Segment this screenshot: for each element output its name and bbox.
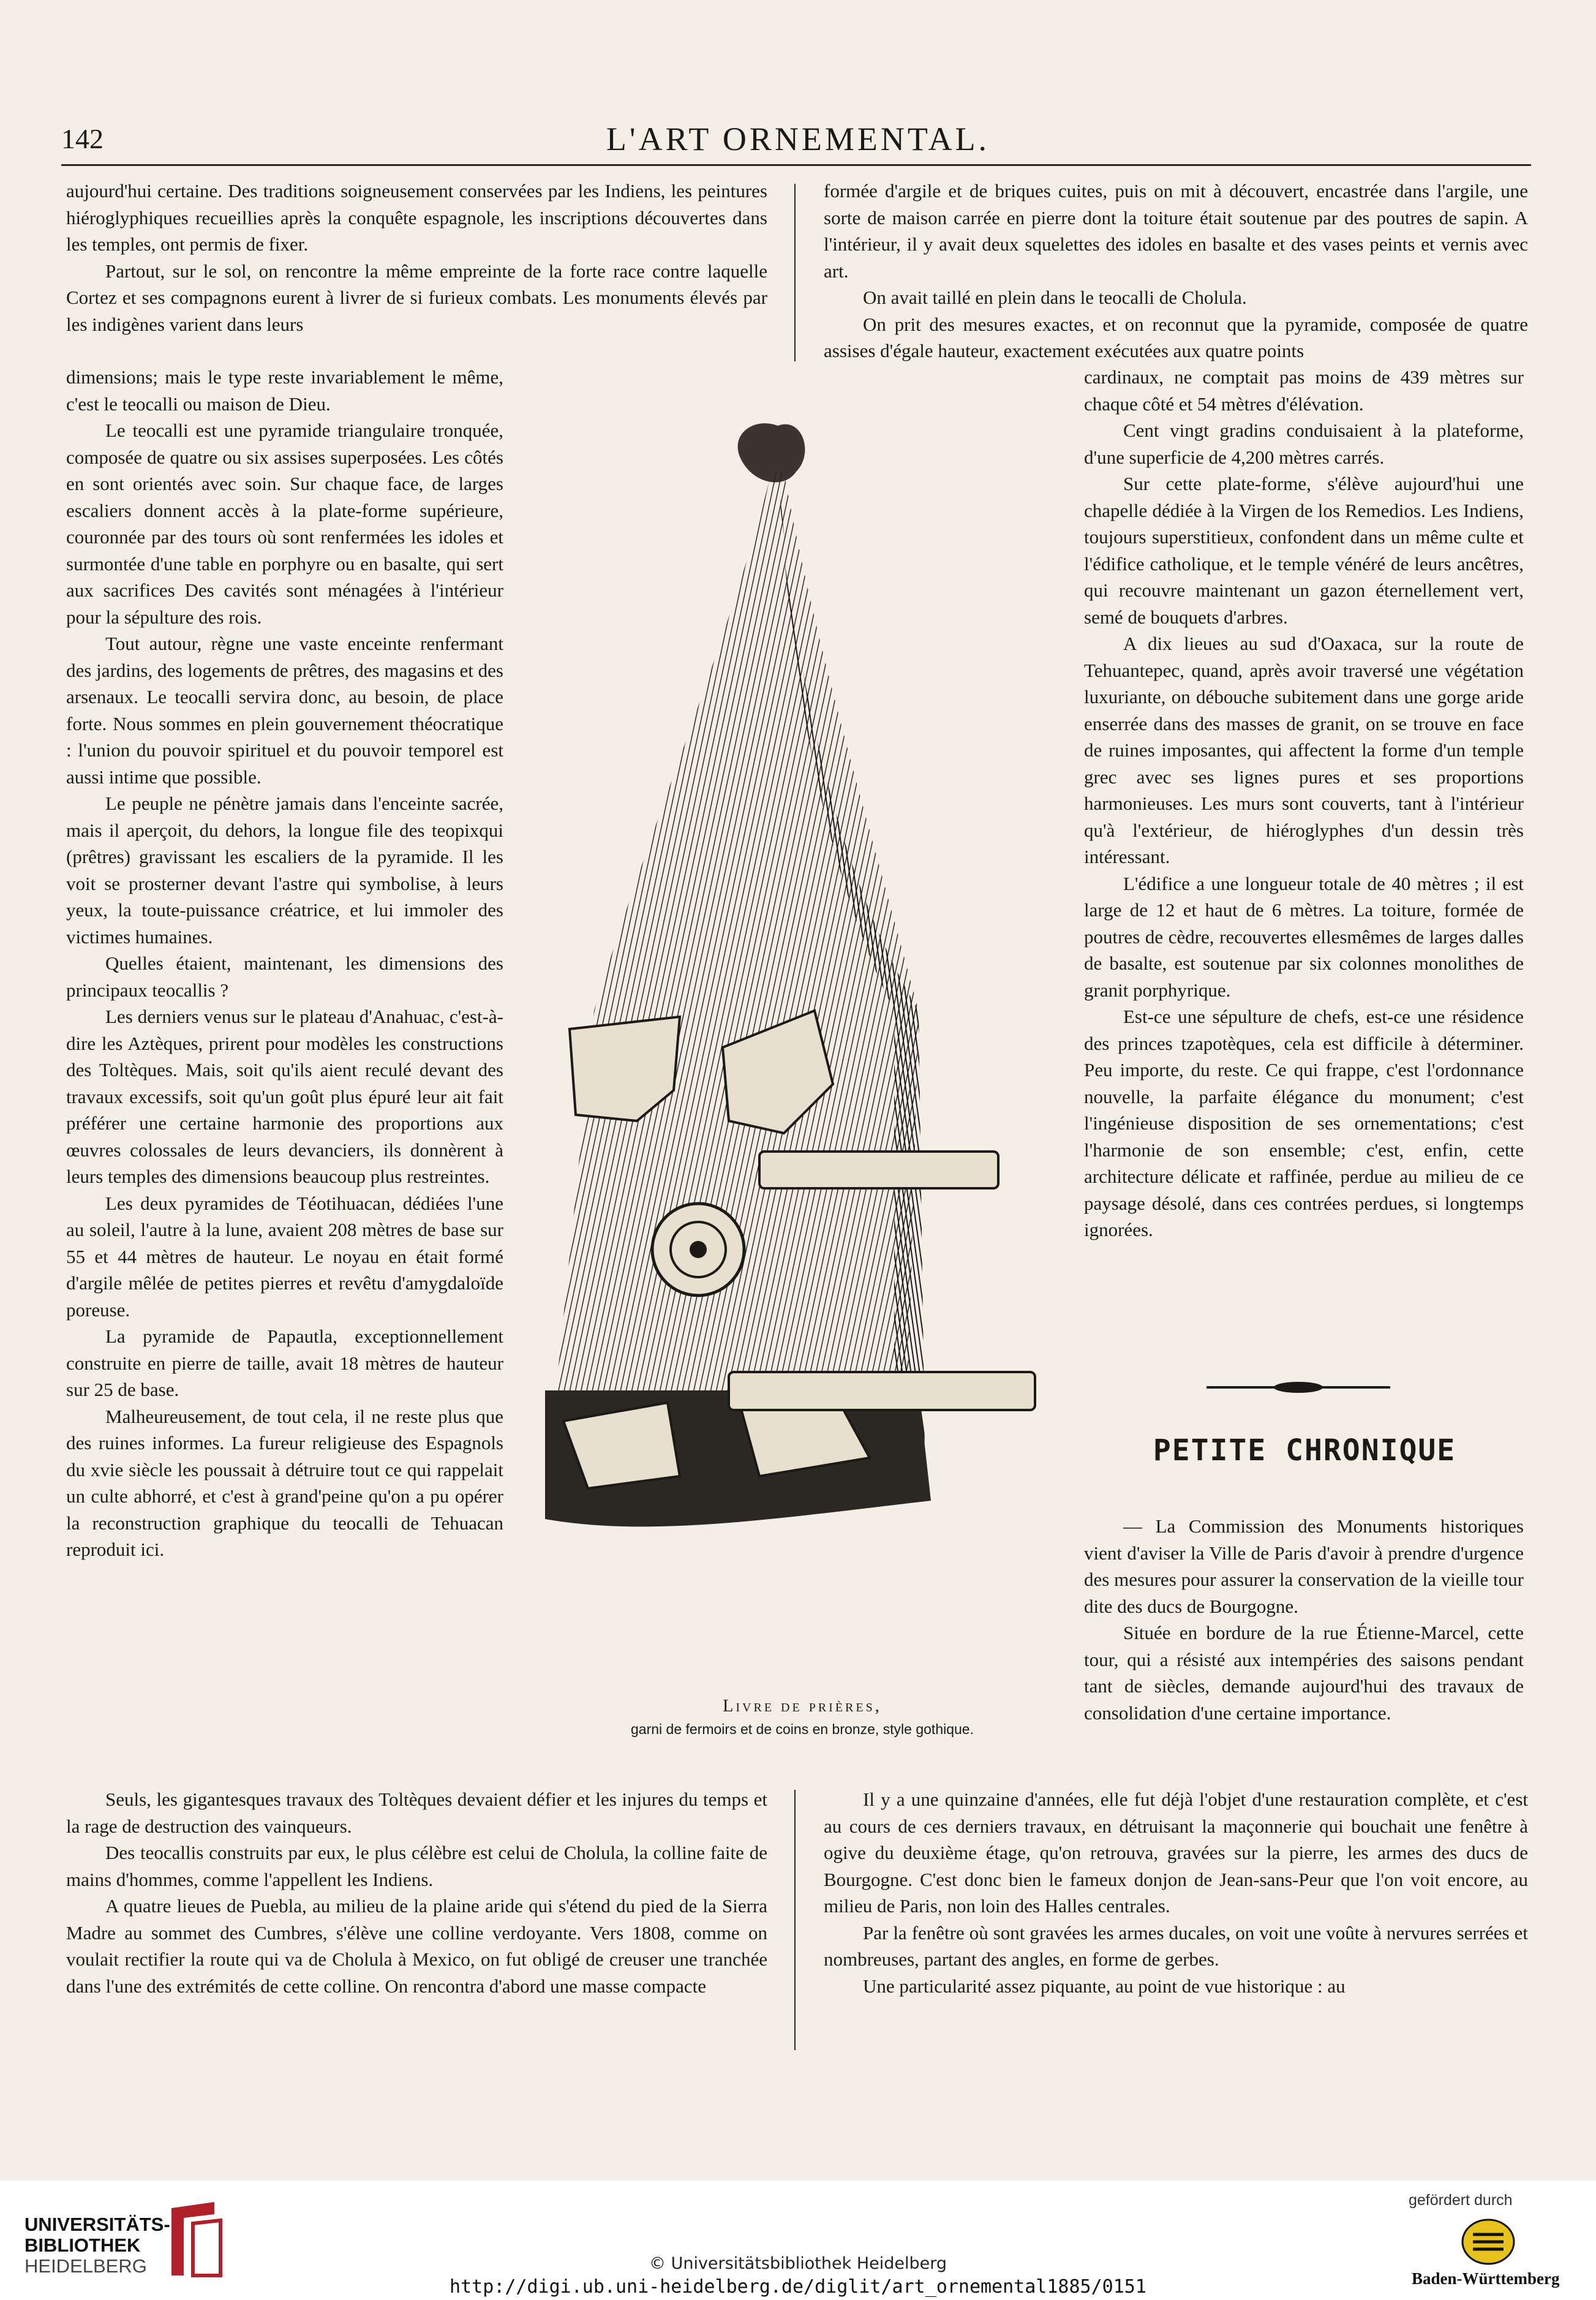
paragraph: Le teocalli est une pyramide triangulaire tronquée, composée de quatre ou six assises superposées. Les côtés en sont orientés avec soin. Sur chaque face, de larges escaliers donnent accès à la plate-forme supérieure, couronnée par des tours où sont renfermées les idoles et surmontée d'une table en porphyre ou en basalte, qui sert aux sacrifices Des cavités sont ménagées à l'intérieur pour la sépulture des rois. bbox=[66, 420, 503, 628]
paragraph: Sur cette plate-forme, s'élève aujourd'hui une chapelle dédiée à la Virgen de los Remedios. Les Indiens, toujours superstitieux, confondent dans un même culte et l'édifice catholique, et le temple vénéré de leurs ancêtres, qui recouvre maintenant un gazon éternellement vert, semé de bouquets d'arbres. bbox=[1084, 473, 1524, 628]
paragraph: Les derniers venus sur le plateau d'Anahuac, c'est-à-dire les Aztèques, prirent pour modèles les constructions des Toltèques. Mais, soit qu'ils aient reculé devant des travaux excessifs, soit qu'un goût plus épuré leur ait fait préférer une certaine harmonie des proportions aux œuvres colossales de leurs devanciers, ils donnèrent à leurs temples des dimensions beaucoup plus restreintes. bbox=[66, 1006, 503, 1187]
paragraph: aujourd'hui certaine. Des traditions soigneusement conservées par les Indiens, les peintures hiéroglyphiques recueillies après la conquête espagnole, les inscriptions découvertes dans les temples, ont permis de fixer. bbox=[66, 180, 767, 255]
page-number: 142 bbox=[61, 123, 104, 154]
central-rosette bbox=[652, 1204, 744, 1295]
paragraph: On prit des mesures exactes, et on reconnut que la pyramide, composée de quatre assises d'égale hauteur, exactement exécutées aux quatre points bbox=[824, 313, 1528, 361]
paragraph: On avait taillé en plein dans le teocalli de Cholula. bbox=[863, 287, 1247, 308]
bottom-left-column bbox=[66, 1786, 767, 1999]
paragraph: Des teocallis construits par eux, le plus célèbre est celui de Cholula, la colline faite de mains d'hommes, comme l'appellent les Indiens. bbox=[66, 1842, 767, 1890]
paragraph: Cent vingt gradins conduisaient à la plateforme, d'une superficie de 4,200 mètres carrés. bbox=[1084, 420, 1524, 468]
column-divider bbox=[794, 1790, 796, 2050]
caption-title: Livre de prières, bbox=[723, 1697, 882, 1716]
paragraph: A quatre lieues de Puebla, au milieu de la plaine aride qui s'étend du pied de la Sierra Madre au sommet des Cumbres, s'élève une colline verdoyante. Vers 1808, comme on voulait rectifier la route qui va de Cholula à Mexico, on fut obligé de creuser une tranchée dans l'une des extrémités de cette colline. On rencontra d'abord une masse compacte bbox=[66, 1895, 767, 1997]
top-left-column bbox=[66, 178, 767, 337]
figure-caption bbox=[508, 1697, 1096, 1738]
mid-right-column bbox=[1084, 364, 1524, 1243]
prayer-book-engraving bbox=[527, 398, 1078, 1672]
header-rule bbox=[61, 164, 1531, 166]
logo-line: HEIDELBERG bbox=[24, 2255, 147, 2277]
state-coat-of-arms-icon bbox=[1461, 2217, 1516, 2266]
top-right-column bbox=[824, 178, 1528, 364]
paragraph: Tout autour, règne une vaste enceinte renfermant des jardins, des logements de prêtres, des magasins et des arsenaux. Le teocalli servira donc, au besoin, de place forte. Nous sommes en plein gouvernement théocratique : l'union du pouvoir spirituel et du pouvoir temporel est aussi intime que possible. bbox=[66, 633, 503, 788]
paragraph: dimensions; mais le type reste invariablement le même, c'est le teocalli ou maison de Dieu. bbox=[66, 366, 503, 415]
paragraph: Le peuple ne pénètre jamais dans l'enceinte sacrée, mais il aperçoit, du dehors, la longue file des teopixqui (prêtres) gravissant les escaliers de la pyramide. Il les voit se prosterner devant l'astre qui symbolise, à leurs yeux, la toute-puissance créatrice, et lui immoler des victimes humaines. bbox=[66, 793, 503, 948]
paragraph: Quelles étaient, maintenant, les dimensions des principaux teocallis ? bbox=[66, 952, 503, 1001]
paragraph: L'édifice a une longueur totale de 40 mètres ; il est large de 12 et haut de 6 mètres. La toiture, formée de poutres de cèdre, recouvertes ellesmêmes de larges dalles de basalte, est soutenue par six colonnes monolithes de granit porphyrique. bbox=[1084, 872, 1524, 1001]
funded-by-label: gefördert durch bbox=[1409, 2192, 1513, 2209]
paragraph: Les deux pyramides de Téotihuacan, dédiées l'une au soleil, l'autre à la lune, avaient 208 mètres de base sur 55 et 44 mètres de hauteur. Le noyau en était formé d'argile mêlée de petites pierres et revêtu d'amygdaloïde poreuse. bbox=[66, 1192, 503, 1321]
paragraph: Seuls, les gigantesques travaux des Toltèques devaient défier et les injures du temps et la rage de destruction des vainqueurs. bbox=[66, 1789, 767, 1837]
chronique-column bbox=[1084, 1513, 1524, 1726]
caption-subtitle: garni de fermoirs et de coins en bronze, style gothique. bbox=[631, 1721, 974, 1737]
section-heading: PETITE CHRONIQUE bbox=[1153, 1433, 1456, 1468]
paragraph: Une particularité assez piquante, au point de vue historique : au bbox=[863, 1975, 1346, 1997]
paragraph: — La Commission des Monuments historiques vient d'aviser la Ville de Paris d'avoir à prendre d'urgence des mesures pour assurer la conservation de la vieille tour dite des ducs de Bourgogne. bbox=[1084, 1515, 1524, 1617]
state-name: Baden-Württemberg bbox=[1412, 2269, 1560, 2288]
paragraph: formée d'argile et de briques cuites, puis on mit à découvert, encastrée dans l'argile, une sorte de maison carrée en pierre dont la toiture était soutenue par des poutres de sapin. A l'intérieur, il y avait deux squelettes des idoles en basalte et des vases peints et vernis avec art. bbox=[824, 180, 1528, 282]
copyright-notice: © Universitätsbibliothek Heidelberg bbox=[649, 2254, 947, 2273]
mid-left-column bbox=[66, 364, 503, 1563]
logo-line: BIBLIOTHEK bbox=[24, 2234, 141, 2256]
permalink[interactable]: http://digi.ub.uni-heidelberg.de/diglit/art_ornemental1885/0151 bbox=[450, 2276, 1146, 2298]
paragraph: Par la fenêtre où sont gravées les armes ducales, on voit une voûte à nervures serrées et nombreuses, partant des angles, en forme de gerbes. bbox=[824, 1921, 1528, 1970]
section-ornament bbox=[1206, 1378, 1390, 1397]
cloth-pouch bbox=[551, 472, 919, 1452]
running-title: L'ART ORNEMENTAL. bbox=[606, 121, 990, 157]
paragraph: Située en bordure de la rue Étienne-Marcel, cette tour, qui a résisté aux intempéries des saisons pendant tant de siècles, demande aujourd'hui des travaux de consolidation d'une certaine importance. bbox=[1084, 1622, 1524, 1724]
paragraph: La pyramide de Papautla, exceptionnellement construite en pierre de taille, avait 18 mètres de hauteur sur 25 de base. bbox=[66, 1325, 503, 1400]
paragraph: A dix lieues au sud d'Oaxaca, sur la route de Tehuantepec, quand, après avoir traversé une végétation luxuriante, on débouche subitement dans une gorge aride enserrée dans des masses de granit, on se trouve en face de ruines imposantes, qui affectent la forme d'un temple grec avec ses lignes pures et ses proportions harmonieuses. Les murs sont couverts, tant à l'intérieur qu'à l'extérieur, de hiéroglyphes d'un dessin très intéressant. bbox=[1084, 633, 1524, 867]
bottom-right-column bbox=[824, 1786, 1528, 1999]
paragraph: cardinaux, ne comptait pas moins de 439 mètres sur chaque côté et 54 mètres d'élévation. bbox=[1084, 366, 1524, 415]
paragraph: Malheureusement, de tout cela, il ne reste plus que des ruines informes. La fureur religieuse des Espagnols du xvie siècle les poussait à détruire tout ce qui rappelait un culte abhorré, et c'est à grand'peine qu'on a pu opérer la reconstruction graphique du teocalli de Tehuacan reproduit ici. bbox=[66, 1405, 503, 1560]
column-divider bbox=[794, 184, 796, 361]
paragraph: Est-ce une sépulture de chefs, est-ce une résidence des princes tzapotèques, cela est difficile à déterminer. Peu importe, du reste. Ce qui frappe, c'est l'ordonnance nouvelle, la parfaite élégance du monument; c'est l'ingénieuse disposition de ses ornementations; c'est l'harmonie de son ensemble; c'est, enfin, cette architecture délicate et raffinée, perdue au milieu de ce paysage désolé, dans ces contrées perdues, si longtemps ignorées. bbox=[1084, 1006, 1524, 1240]
paragraph: Il y a une quinzaine d'années, elle fut déjà l'objet d'une restauration complète, et c'est au cours de ces derniers travaux, en détruisant la maçonnerie qui bouchait une fenêtre à ogive du deuxième étage, qu'on retrouva, gravées sur la pierre, les armes des ducs de Bourgogne. C'est donc bien le fameux donjon de Jean-sans-Peur que l'on voit encore, au milieu de Paris, non loin des Halles centrales. bbox=[824, 1789, 1528, 1917]
logo-line: UNIVERSITÄTS- bbox=[24, 2214, 170, 2235]
paragraph: Partout, sur le sol, on rencontre la même empreinte de la forte race contre laquelle Cortez et ses compagnons eurent à livrer de si furieux combats. Les monuments élevés par les indigènes varient dans leurs bbox=[66, 260, 767, 335]
